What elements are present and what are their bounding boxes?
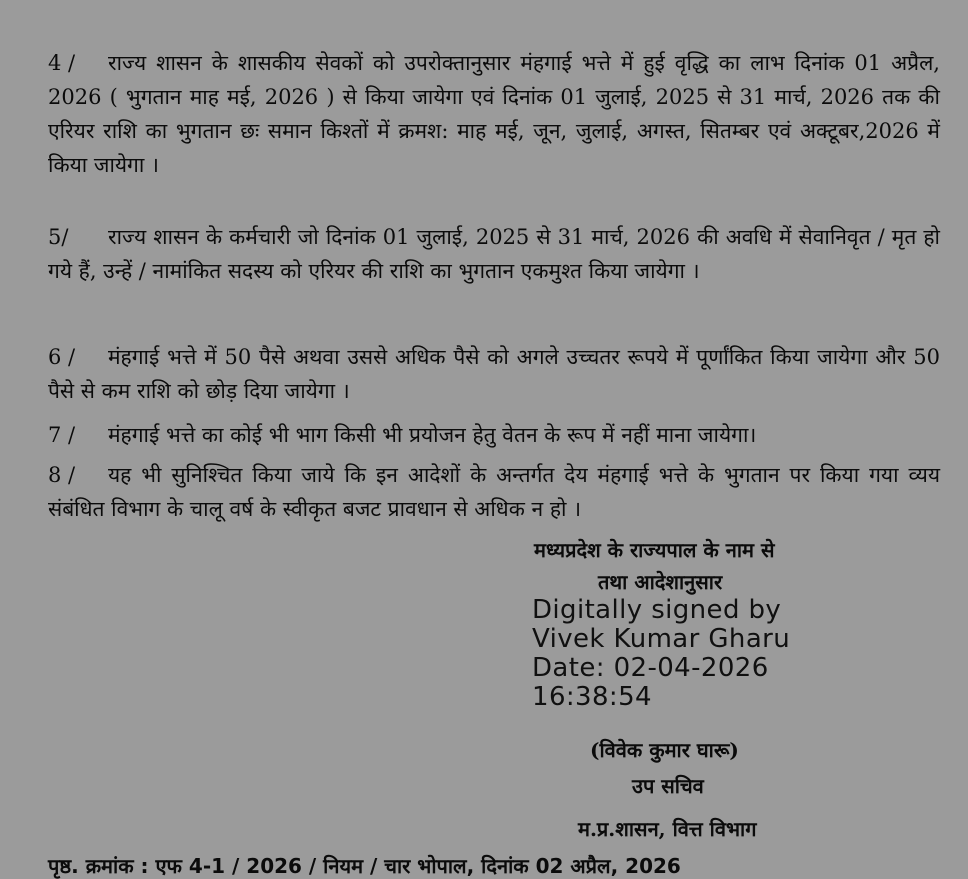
- digital-signature: [532, 596, 790, 712]
- order-authority-line-2: तथा आदेशानुसार: [598, 570, 723, 594]
- paragraph-number: 8 /: [48, 463, 76, 487]
- digital-signature-time: 16:38:54: [532, 682, 652, 712]
- paragraph-text: राज्य शासन के शासकीय सेवकों को उपरोक्तानुसार मंहगाई भत्ते में हुई वृद्धि का लाभ दिनांक 01 अप्रैल, 2026 ( भुगतान माह मई, 2026 ) से किया जायेगा एवं दिनांक 01 जुलाई, 2025 से 31 मार्च, 2026 तक की एरियर राशि का भुगतान छः समान किश्तों में क्रमश: माह मई, जून, जुलाई, अगस्त, सितम्बर एवं अक्टूबर,2026 में किया जायेगा ।: [48, 51, 940, 177]
- reference-line: पृष्ठ. क्रमांक : एफ 4-1 / 2026 / नियम / चार भोपाल, दिनांक 02 अप्रैल, 2026: [48, 854, 681, 878]
- paragraph-number: 4 /: [48, 51, 76, 75]
- paragraph-text: राज्य शासन के कर्मचारी जो दिनांक 01 जुलाई, 2025 से 31 मार्च, 2026 की अवधि में सेवानिवृत / मृत हो गये हैं, उन्हें / नामांकित सदस्य को एरियर की राशि का भुगतान एकमुश्त किया जायेगा ।: [48, 225, 940, 283]
- paragraph-7: [48, 418, 940, 452]
- signatory-name: (विवेक कुमार घारू): [590, 738, 739, 762]
- signatory-department: म.प्र.शासन, वित्त विभाग: [578, 817, 757, 841]
- paragraph-text: यह भी सुनिश्चित किया जाये कि इन आदेशों के अन्तर्गत देय मंहगाई भत्ते के भुगतान पर किया गया व्यय संबंधित विभाग के चालू वर्ष के स्वीकृत बजट प्रावधान से अधिक न हो ।: [48, 463, 940, 521]
- paragraph-text: मंहगाई भत्ते का कोई भी भाग किसी भी प्रयोजन हेतु वेतन के रूप में नहीं माना जायेगा।: [108, 423, 757, 447]
- paragraph-number: 7 /: [48, 423, 76, 447]
- digital-signature-name: Vivek Kumar Gharu: [532, 624, 791, 654]
- digital-signature-label: Digitally signed by: [532, 595, 782, 625]
- signatory-designation: उप सचिव: [632, 774, 704, 798]
- paragraph-8: [48, 458, 940, 526]
- paragraph-5: [48, 220, 940, 288]
- order-authority-line: मध्यप्रदेश के राज्यपाल के नाम से: [534, 538, 775, 562]
- paragraph-text: मंहगाई भत्ते में 50 पैसे अथवा उससे अधिक पैसे को अगले उच्चतर रूपये में पूर्णांकित किया जायेगा और 50 पैसे से कम राशि को छोड़ दिया जायेगा ।: [48, 345, 940, 403]
- digital-signature-date: Date: 02-04-2026: [532, 653, 769, 683]
- paragraph-number: 6 /: [48, 345, 76, 369]
- paragraph-number: 5/: [48, 225, 69, 249]
- paragraph-4: [48, 46, 940, 182]
- paragraph-6: [48, 340, 940, 408]
